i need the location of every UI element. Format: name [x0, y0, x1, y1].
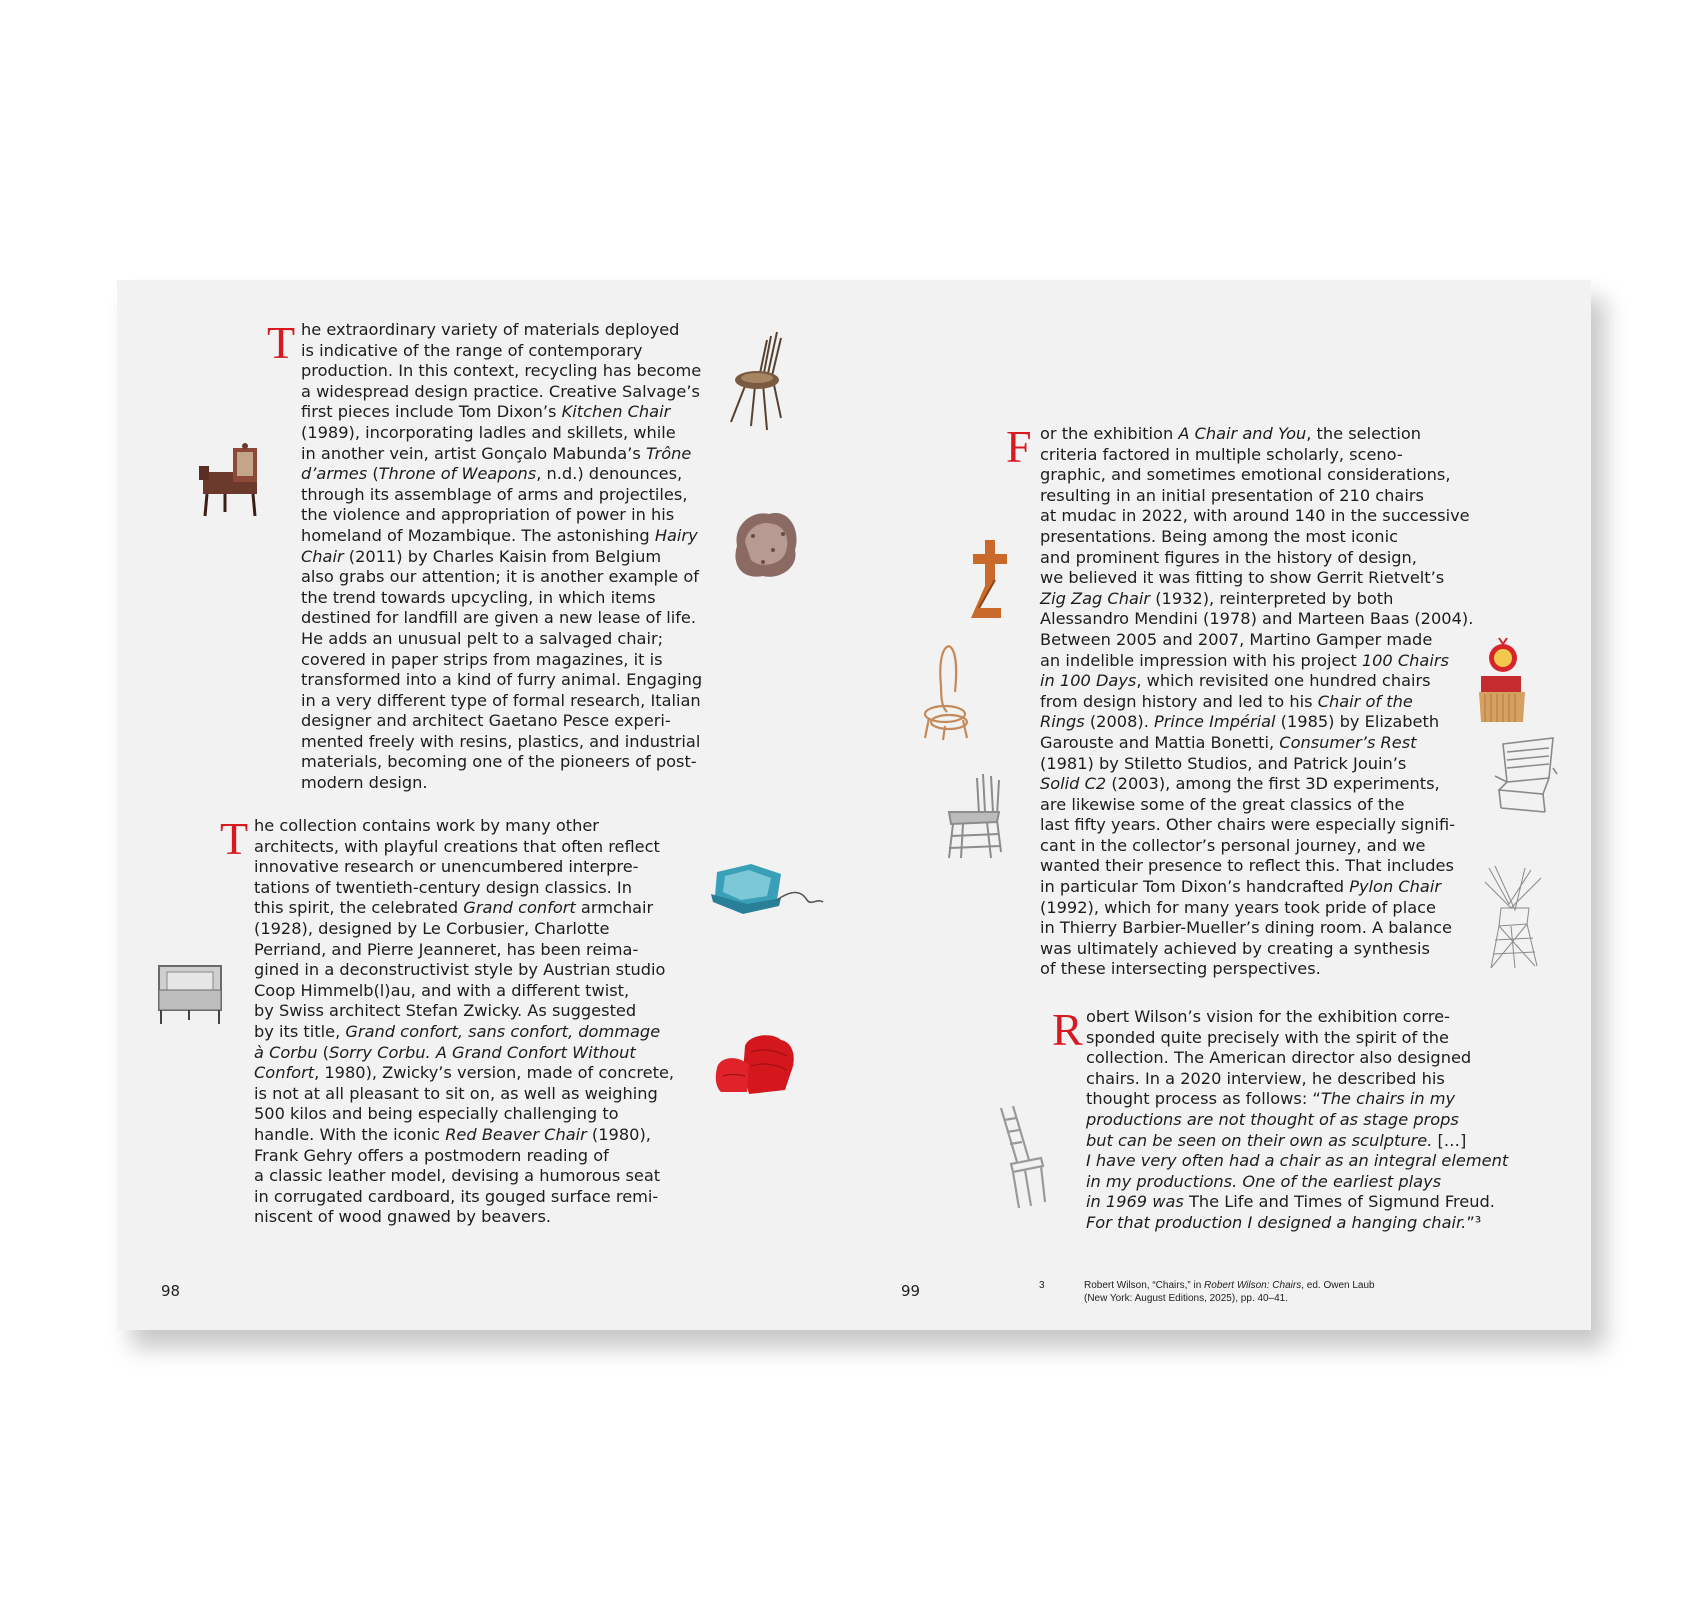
text-line: Between 2005 and 2007, Martino Gamper made — [1040, 629, 1433, 649]
text-line: in another vein, artist Gonçalo Mabunda’s Trône — [301, 443, 692, 463]
text-line: Frank Gehry offers a postmodern reading of — [254, 1145, 609, 1165]
text-line: the trend towards upcycling, in which items — [301, 587, 656, 607]
text-line: Garouste and Mattia Bonetti, Consumer’s Rest — [1040, 732, 1417, 752]
text-line: in Thierry Barbier-Mueller’s dining room. A balance — [1040, 918, 1452, 938]
text-line: sponded quite precisely with the spirit of the — [1086, 1027, 1449, 1047]
italic-text: but can be seen on their own as sculpture. — [1086, 1130, 1433, 1150]
text-line: is indicative of the range of contemporary — [301, 340, 643, 360]
italic-text: Grand confort, sans confort, dommage — [345, 1021, 661, 1041]
text-line: designer and architect Gaetano Pesce experi- — [301, 711, 671, 731]
text-line: resulting in an initial presentation of 210 chairs — [1040, 485, 1424, 505]
throne-of-weapons-illustration — [195, 442, 269, 520]
drop-cap: T — [220, 813, 249, 864]
footnote-line: Robert Wilson, “Chairs,” in Robert Wilson: Chairs, ed. Owen Laub — [1084, 1280, 1375, 1291]
drop-cap: T — [267, 317, 296, 368]
text-line: architects, with playful creations that often reflect — [254, 836, 660, 856]
text-line: innovative research or unencumbered interpre- — [254, 857, 639, 877]
italic-text: Chair — [301, 546, 344, 566]
page-number-left: 98 — [161, 1282, 181, 1300]
text-line: in corrugated cardboard, its gouged surface remi- — [254, 1186, 659, 1206]
text-line: we believed it was fitting to show Gerrit Rietvelt’s — [1040, 568, 1445, 588]
text-line: Chair (2011) by Charles Kaisin from Belgium — [301, 546, 662, 566]
text-line — [1086, 1172, 1508, 1193]
text-line: at mudac in 2022, with around 140 in the successive — [1040, 506, 1470, 526]
italic-text: The chairs in my — [1320, 1089, 1456, 1109]
page-number-right: 99 — [901, 1282, 921, 1300]
italic-text: For that production I designed a hanging chair. — [1086, 1212, 1467, 1232]
text-line: an indelible impression with his project 100 Chairs — [1040, 650, 1449, 670]
text-line: in 100 Days, which revisited one hundred chairs — [1040, 671, 1431, 691]
text-line: For that production I designed a hanging chair.”³ — [1086, 1212, 1482, 1232]
text-line: a widespread design practice. Creative Salvage’s — [301, 381, 700, 401]
text-line: the violence and appropriation of power in his — [301, 505, 675, 525]
text-line: graphic, and sometimes emotional considerations, — [1040, 465, 1451, 485]
text-line: niscent of wood gnawed by beavers. — [254, 1207, 552, 1227]
italic-text: productions are not thought of as stage props — [1086, 1109, 1459, 1129]
italic-text: Zig Zag Chair — [1040, 588, 1151, 608]
italic-text: Red Beaver Chair — [445, 1124, 587, 1144]
text-line: Rings (2008). Prince Impérial (1985) by Elizabeth — [1040, 712, 1440, 732]
100-chairs-illustration — [943, 772, 1005, 862]
italic-text: Rings — [1040, 712, 1085, 732]
drop-cap: F — [1006, 421, 1032, 472]
pylon-chair-illustration — [1481, 864, 1547, 972]
text-line: destined for landfill are given a new lease of life. — [301, 608, 697, 628]
text-line: in particular Tom Dixon’s handcrafted Pylon Chair — [1040, 877, 1441, 897]
chair-of-the-rings-illustration — [919, 642, 977, 742]
text-line: or the exhibition A Chair and You, the selection — [1040, 424, 1421, 443]
text-line: gined in a deconstructivist style by Austrian studio — [254, 960, 666, 980]
italic-text: à Corbu — [254, 1042, 318, 1062]
concrete-armchair-illustration — [155, 960, 225, 1028]
footnote-text — [1084, 1280, 1375, 1305]
text-line: by its title, Grand confort, sans confort, dommage — [254, 1021, 661, 1041]
text-line: in 1969 was The Life and Times of Sigmund Freud. — [1086, 1192, 1495, 1212]
kitchen-chair-illustration — [715, 326, 785, 438]
italic-text: Confort — [254, 1063, 315, 1083]
italic-text: I have very often had a chair as an integral element — [1086, 1151, 1509, 1171]
text-line: cant in the collector’s personal journey, and we — [1040, 835, 1426, 855]
text-line: obert Wilson’s vision for the exhibition corre- — [1086, 1007, 1450, 1026]
text-line: also grabs our attention; it is another example of — [301, 567, 699, 587]
text-line: but can be seen on their own as sculpture. […] — [1086, 1130, 1467, 1150]
right-paragraph-1 — [1006, 421, 1474, 980]
hairy-chair-illustration — [729, 506, 803, 582]
text-line: this spirit, the celebrated Grand confort armchair — [254, 898, 654, 918]
prince-imperial-illustration — [1475, 636, 1529, 728]
text-line: 500 kilos and being especially challenging to — [254, 1104, 619, 1124]
text-line: first pieces include Tom Dixon’s Kitchen Chair — [301, 402, 671, 422]
italic-text: Consumer’s Rest — [1279, 732, 1417, 752]
italic-text: Sorry Corbu. A Grand Confort Without — [328, 1042, 636, 1062]
text-line: wanted their presence to reflect this. That includes — [1040, 856, 1454, 876]
text-line: presentations. Being among the most iconic — [1040, 526, 1398, 546]
text-line: Coop Himmelb(l)au, and with a different twist, — [254, 980, 630, 1000]
zig-zag-chair-illustration — [965, 536, 1011, 628]
text-line: in a very different type of formal research, Italian — [301, 690, 701, 710]
text-line: he collection contains work by many other — [254, 816, 599, 835]
text-line: are likewise some of the great classics of the — [1040, 794, 1405, 814]
drop-cap: R — [1052, 1004, 1083, 1055]
text-line: and prominent figures in the history of design, — [1040, 547, 1417, 567]
text-line: chairs. In a 2020 interview, he described his — [1086, 1068, 1445, 1088]
italic-text: d’armes — [301, 464, 368, 484]
text-line: (1989), incorporating ladles and skillets, while — [301, 422, 676, 442]
deconstructed-armchair-illustration — [711, 860, 827, 920]
text-line: by Swiss architect Stefan Zwicky. As suggested — [254, 1001, 637, 1021]
text-line: a classic leather model, devising a humorous seat — [254, 1166, 661, 1186]
text-line: tations of twentieth-century design classics. In — [254, 877, 632, 897]
footnote-number: 3 — [1039, 1280, 1045, 1291]
red-beaver-chair-illustration — [715, 1032, 799, 1098]
text-line: Zig Zag Chair (1932), reinterpreted by both — [1040, 588, 1394, 608]
text-line: (1992), which for many years took pride of place — [1040, 897, 1436, 917]
text-line: is not at all pleasant to sit on, as well as weighing — [254, 1083, 658, 1103]
text-line: was ultimately achieved by creating a synthesis — [1040, 938, 1430, 958]
consumers-rest-illustration — [1493, 734, 1559, 814]
text-line: Confort, 1980), Zwicky’s version, made of concrete, — [254, 1063, 675, 1083]
italic-text: Solid C2 — [1040, 774, 1107, 794]
italic-text: 100 Chairs — [1361, 650, 1449, 670]
footnote-line: (New York: August Editions, 2025), pp. 40–41. — [1084, 1292, 1289, 1304]
italic-text: Prince Impérial — [1153, 712, 1276, 732]
left-paragraph-1 — [267, 317, 703, 794]
text-line: through its assemblage of arms and projectiles, — [301, 484, 688, 504]
italic-text: Robert Wilson: Chairs — [1204, 1280, 1302, 1291]
text-line: mented freely with resins, plastics, and industrial — [301, 731, 701, 751]
text-line: from design history and led to his Chair of the — [1040, 691, 1413, 711]
italic-text: Chair of the — [1317, 691, 1413, 711]
italic-text: Kitchen Chair — [561, 402, 671, 422]
text-line: criteria factored in multiple scholarly, sceno- — [1040, 444, 1403, 464]
italic-text: Trône — [645, 443, 692, 463]
text-line: handle. With the iconic Red Beaver Chair (1980), — [254, 1124, 651, 1144]
text-line: of these intersecting perspectives. — [1040, 959, 1321, 979]
text-line: (1981) by Stiletto Studios, and Patrick Jouin’s — [1040, 753, 1407, 773]
text-line: Solid C2 (2003), among the first 3D experiments, — [1040, 774, 1440, 794]
wilson-chair-illustration — [995, 1106, 1049, 1210]
italic-text: in 100 Days — [1040, 671, 1137, 691]
text-line: production. In this context, recycling has become — [301, 361, 702, 381]
italic-text: A Chair and You — [1178, 424, 1307, 443]
text-line: Alessandro Mendini (1978) and Marteen Baas (2004). — [1040, 609, 1474, 629]
text-line: materials, becoming one of the pioneers of post- — [301, 752, 697, 772]
italic-text: Grand confort — [463, 898, 576, 918]
right-paragraph-2 — [1052, 1004, 1509, 1234]
text-line: (1928), designed by Le Corbusier, Charlotte — [254, 918, 610, 938]
text-line: d’armes (Throne of Weapons, n.d.) denounces, — [301, 464, 683, 484]
text-line: last fifty years. Other chairs were especially signifi- — [1040, 815, 1456, 835]
text-line: He adds an unusual pelt to a salvaged chair; — [301, 628, 664, 648]
text-line — [1086, 1110, 1508, 1131]
text-line: modern design. — [301, 773, 428, 793]
text-line: Perriand, and Pierre Jeanneret, has been reima- — [254, 939, 639, 959]
text-line: collection. The American director also designed — [1086, 1048, 1472, 1068]
text-line — [1086, 1151, 1508, 1172]
italic-text: Pylon Chair — [1349, 877, 1441, 897]
text-line: thought process as follows: “The chairs in my — [1086, 1089, 1456, 1109]
left-paragraph-2 — [220, 813, 675, 1228]
text-line: covered in paper strips from magazines, it is — [301, 649, 663, 669]
text-line: transformed into a kind of furry animal. Engaging — [301, 670, 703, 690]
italic-text: in my productions. One of the earliest plays — [1086, 1171, 1442, 1191]
text-line: à Corbu (Sorry Corbu. A Grand Confort Without — [254, 1042, 636, 1062]
italic-text: Throne of Weapons — [378, 464, 537, 484]
italic-text: in 1969 was — [1086, 1192, 1184, 1212]
text-line: homeland of Mozambique. The astonishing Hairy — [301, 525, 698, 545]
italic-text: Hairy — [654, 525, 698, 545]
book-spread — [117, 280, 1591, 1330]
text-line: he extraordinary variety of materials deployed — [301, 320, 680, 339]
